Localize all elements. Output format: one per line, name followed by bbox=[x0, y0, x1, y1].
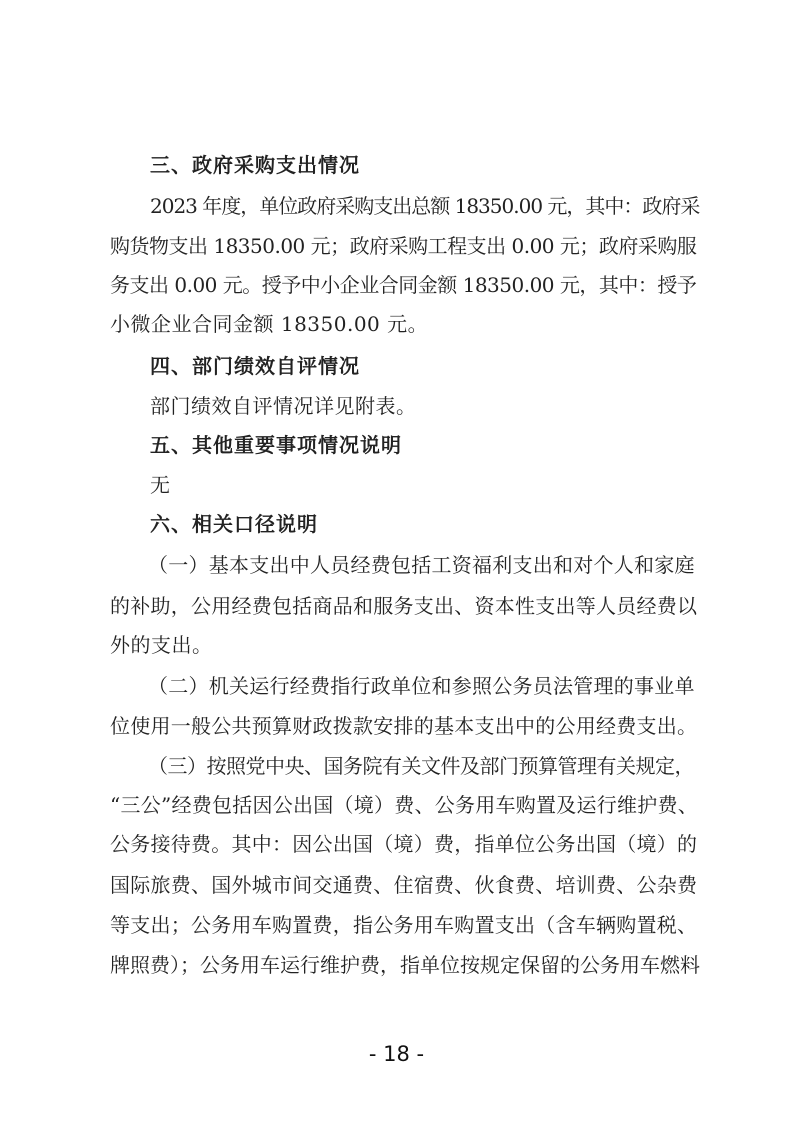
section-heading-procurement: 三、政府采购支出情况 bbox=[150, 153, 360, 177]
paragraph-line: “三公”经费包括因公出国（境）费、公务用车购置及运行维护费、 bbox=[110, 793, 698, 817]
paragraph-line: 务支出 0.00 元。授予中小企业合同金额 18350.00 元，其中：授予 bbox=[110, 273, 697, 297]
section-heading-definitions: 六、相关口径说明 bbox=[150, 512, 318, 536]
paragraph-line: 小微企业合同金额 18350.00 元。 bbox=[110, 312, 429, 336]
paragraph-line: 位使用一般公共预算财政拨款安排的基本支出中的公用经费支出。 bbox=[110, 714, 698, 738]
paragraph-line: 牌照费）；公务用车运行维护费，指单位按规定保留的公务用车燃料 bbox=[110, 953, 700, 977]
section-heading-performance: 四、部门绩效自评情况 bbox=[150, 354, 360, 378]
paragraph-line: 无 bbox=[150, 473, 171, 497]
paragraph-line: 2023 年度，单位政府采购支出总额 18350.00 元，其中：政府采 bbox=[150, 194, 700, 218]
paragraph-line: 部门绩效自评情况详见附表。 bbox=[150, 394, 417, 418]
paragraph-line: （二）机关运行经费指行政单位和参照公务员法管理的事业单 bbox=[148, 674, 695, 698]
section-heading-other-matters: 五、其他重要事项情况说明 bbox=[150, 433, 402, 457]
paragraph-line: （一）基本支出中人员经费包括工资福利支出和对个人和家庭 bbox=[148, 553, 695, 577]
paragraph-line: 购货物支出 18350.00 元；政府采购工程支出 0.00 元；政府采购服 bbox=[110, 234, 697, 258]
paragraph-line: 等支出；公务用车购置费，指公务用车购置支出（含车辆购置税、 bbox=[110, 913, 698, 937]
paragraph-line: （三）按照党中央、国务院有关文件及部门预算管理有关规定， bbox=[148, 754, 694, 778]
page-number: - 18 - bbox=[368, 1042, 425, 1066]
paragraph-line: 外的支出。 bbox=[110, 633, 213, 657]
paragraph-line: 公务接待费。其中：因公出国（境）费，指单位公务出国（境）的 bbox=[110, 832, 698, 856]
paragraph-line: 国际旅费、国外城市间交通费、住宿费、伙食费、培训费、公杂费 bbox=[110, 873, 698, 897]
paragraph-line: 的补助，公用经费包括商品和服务支出、资本性支出等人员经费以 bbox=[110, 594, 698, 618]
